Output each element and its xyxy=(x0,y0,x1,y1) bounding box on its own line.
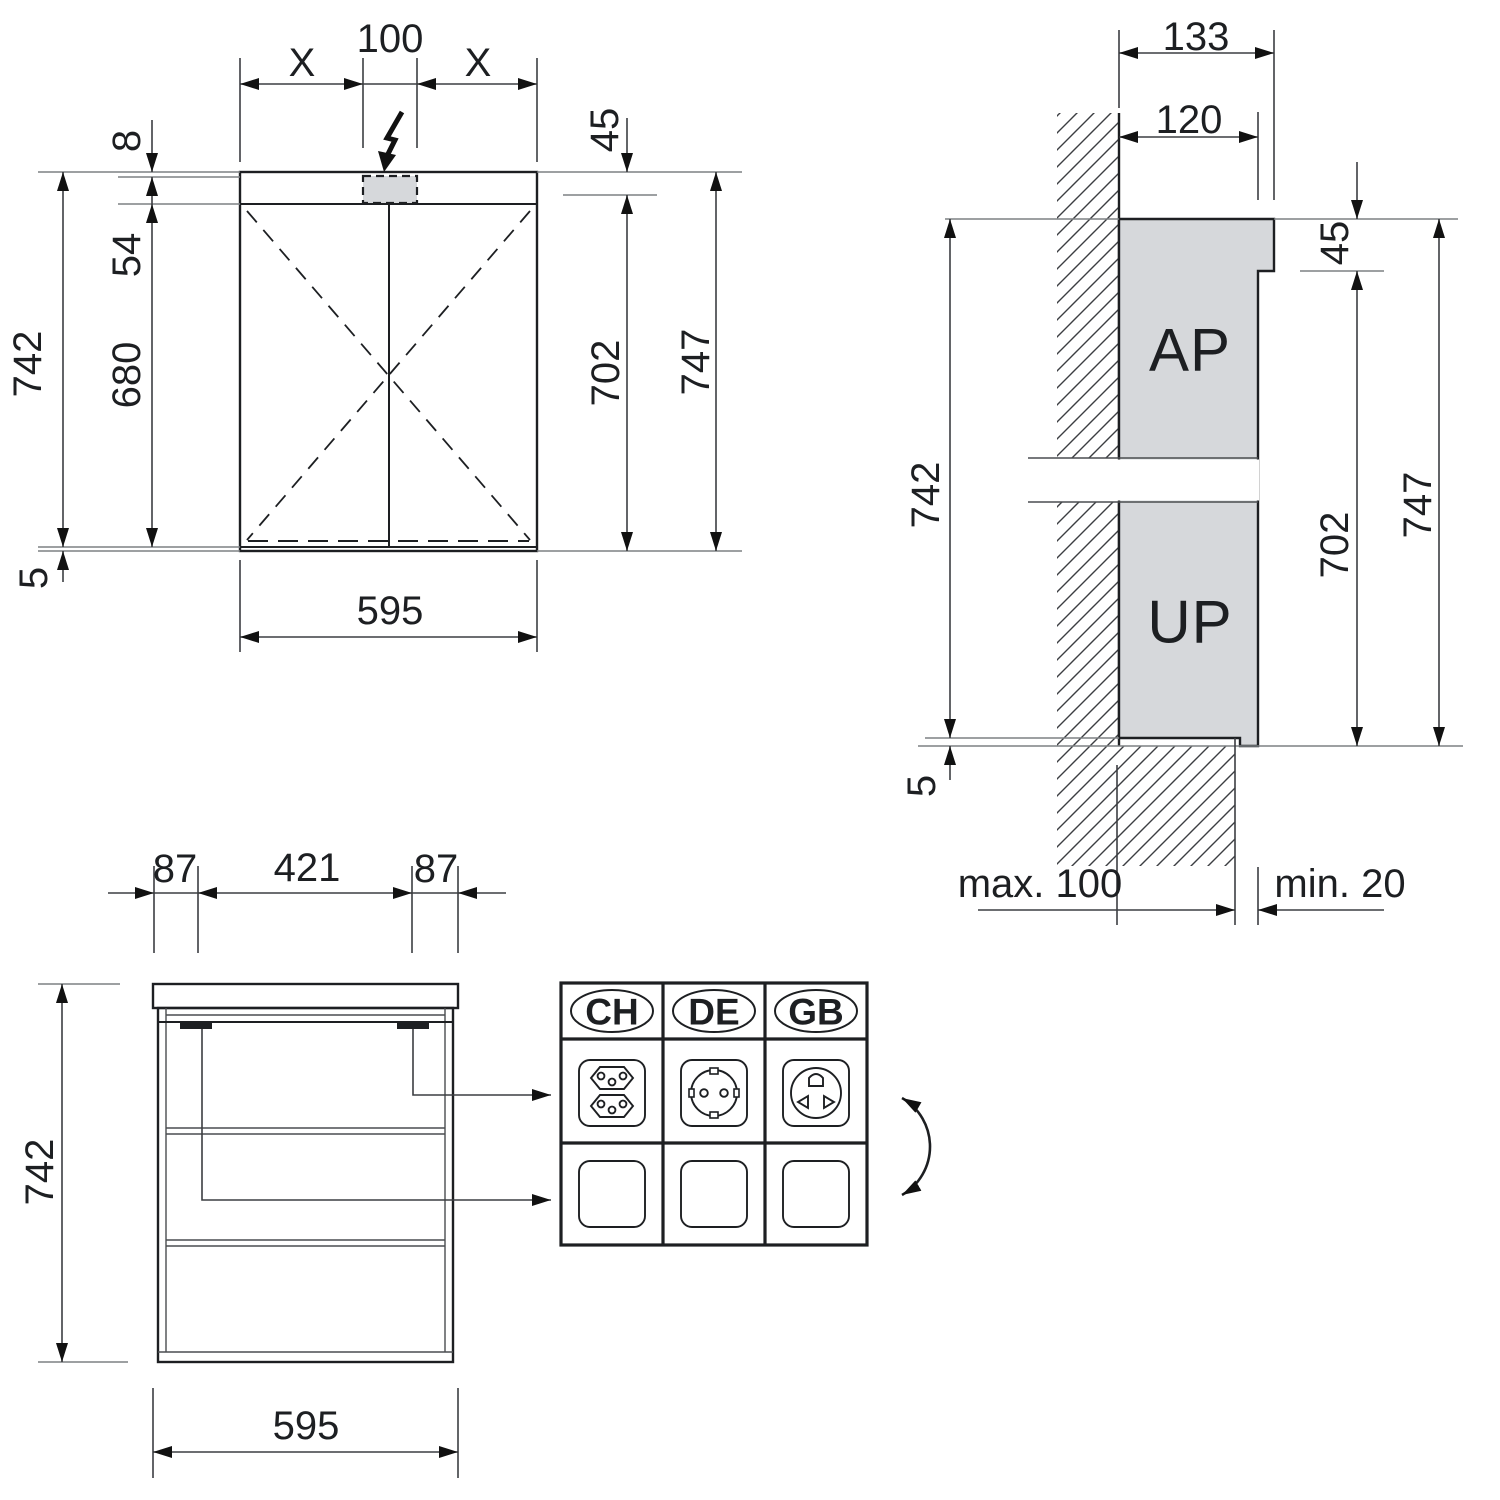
dim-742-side: 742 xyxy=(904,461,948,529)
schuko-socket-icon xyxy=(681,1060,747,1126)
front-bottom-dimension xyxy=(240,560,537,652)
dim-702-front: 702 xyxy=(584,339,628,407)
hinge-mark-left xyxy=(180,1022,212,1029)
dim-747-front: 747 xyxy=(674,328,718,396)
socket-header-de xyxy=(673,990,755,1033)
dim-54: 54 xyxy=(105,232,149,278)
wall-hatch-upper xyxy=(1057,113,1119,458)
side-right-dimensions xyxy=(1313,162,1440,746)
side-view xyxy=(900,15,1463,925)
dim-595-bottom: 595 xyxy=(272,1404,340,1448)
dim-min-20: min. 20 xyxy=(1274,862,1406,906)
electrical-box xyxy=(363,176,417,203)
side-depth-dimensions xyxy=(1119,15,1274,200)
bottom-view-bottom-dimension xyxy=(153,1388,458,1478)
leader-arrow-lower xyxy=(202,1029,551,1200)
dim-100: 100 xyxy=(356,17,424,61)
bottom-view-top-dimensions xyxy=(108,846,506,953)
dim-680: 680 xyxy=(105,341,149,409)
dim-595-front: 595 xyxy=(356,589,424,633)
dim-87-left: 87 xyxy=(152,847,198,891)
blank-module-gb xyxy=(783,1161,849,1227)
blank-module-ch xyxy=(579,1161,645,1227)
dim-742-bottom: 742 xyxy=(18,1138,62,1206)
dim-87-right: 87 xyxy=(413,847,459,891)
dim-120: 120 xyxy=(1155,98,1223,142)
shelf-lines xyxy=(166,1128,445,1246)
front-left-dimensions xyxy=(6,120,152,589)
dim-45-front: 45 xyxy=(583,107,627,153)
dim-45-side: 45 xyxy=(1313,220,1357,266)
dim-5-front: 5 xyxy=(12,566,56,590)
bottom-view xyxy=(18,846,551,1478)
country-code-ch: CH xyxy=(585,991,639,1033)
wall-hatch-lower xyxy=(1057,502,1119,746)
front-view xyxy=(6,17,742,652)
lightning-bolt-icon xyxy=(378,112,402,172)
counter-hatch xyxy=(1057,746,1235,866)
country-code-de: DE xyxy=(688,991,740,1033)
label-surface-mount: AP xyxy=(1148,316,1232,384)
dim-133: 133 xyxy=(1162,15,1230,59)
uk-socket-icon xyxy=(783,1060,849,1126)
swap-arrow-icon xyxy=(902,1098,930,1195)
leader-arrow-upper xyxy=(413,1029,551,1095)
break-band xyxy=(1028,460,1259,501)
dim-x-right: X xyxy=(464,41,492,85)
dim-x-left: X xyxy=(288,41,316,85)
socket-panel xyxy=(561,983,930,1245)
dim-max-100: max. 100 xyxy=(957,862,1123,906)
country-code-gb: GB xyxy=(788,991,844,1033)
label-flush-mount: UP xyxy=(1147,588,1233,656)
blank-module-de xyxy=(681,1161,747,1227)
bottom-view-left-dimension xyxy=(18,984,62,1362)
swiss-socket-icon xyxy=(579,1060,645,1126)
front-right-dimensions xyxy=(583,108,718,551)
side-left-dimensions xyxy=(900,219,950,797)
dim-702-side: 702 xyxy=(1313,511,1357,579)
socket-header-ch xyxy=(571,990,653,1033)
socket-header-gb xyxy=(775,990,857,1033)
cabinet-top-panel xyxy=(153,984,458,1008)
dim-5-side: 5 xyxy=(900,774,944,798)
dim-8: 8 xyxy=(105,129,149,153)
dim-747-side: 747 xyxy=(1396,471,1440,539)
hinge-mark-right xyxy=(397,1022,429,1029)
dim-742-front: 742 xyxy=(6,330,50,398)
dim-421: 421 xyxy=(273,846,341,890)
